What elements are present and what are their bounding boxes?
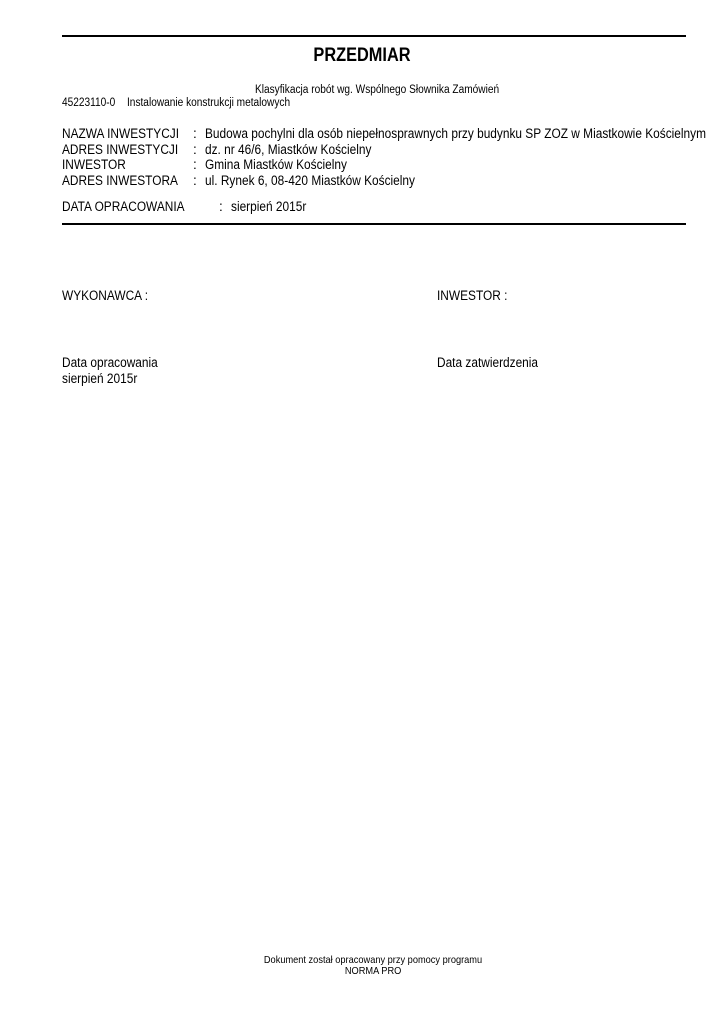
info-separator: : <box>193 126 197 141</box>
info-label-investor: INWESTOR <box>62 157 126 172</box>
info-separator: : <box>193 173 197 188</box>
prepared-date-value: sierpień 2015r <box>62 371 138 386</box>
top-rule <box>62 35 686 37</box>
contractor-label: WYKONAWCA : <box>62 288 149 303</box>
info-label-investor-address: ADRES INWESTORA <box>62 173 178 188</box>
info-label-investment-name: NAZWA INWESTYCJI <box>62 126 180 141</box>
date-label: DATA OPRACOWANIA <box>62 199 185 214</box>
prepared-date-label: Data opracowania <box>62 355 158 370</box>
classification-description: Instalowanie konstrukcji metalowych <box>127 97 291 109</box>
footer-line-2: NORMA PRO <box>344 965 402 977</box>
date-separator: : <box>219 199 223 214</box>
approved-date-label: Data zatwierdzenia <box>437 355 539 370</box>
classification-code: 45223110-0 <box>62 97 116 109</box>
info-label-investment-address: ADRES INWESTYCJI <box>62 142 179 157</box>
info-value-investment-address: dz. nr 46/6, Miastków Kościelny <box>205 142 372 157</box>
page-title: PRZEDMIAR <box>313 45 411 66</box>
classification-heading: Klasyfikacja robót wg. Wspólnego Słownika Zamówień <box>255 84 500 96</box>
info-separator: : <box>193 142 197 157</box>
info-value-investor-address: ul. Rynek 6, 08-420 Miastków Kościelny <box>205 173 415 188</box>
info-value-investor: Gmina Miastków Kościelny <box>205 157 347 172</box>
investor-signature-label: INWESTOR : <box>437 288 508 303</box>
date-value: sierpień 2015r <box>231 199 307 214</box>
bottom-rule <box>62 223 686 225</box>
footer-line-1: Dokument został opracowany przy pomocy programu <box>263 954 483 966</box>
info-value-investment-name: Budowa pochylni dla osób niepełnosprawnych przy budynku SP ZOZ w Miastkowie Kościelnym <box>205 126 706 141</box>
info-separator: : <box>193 157 197 172</box>
